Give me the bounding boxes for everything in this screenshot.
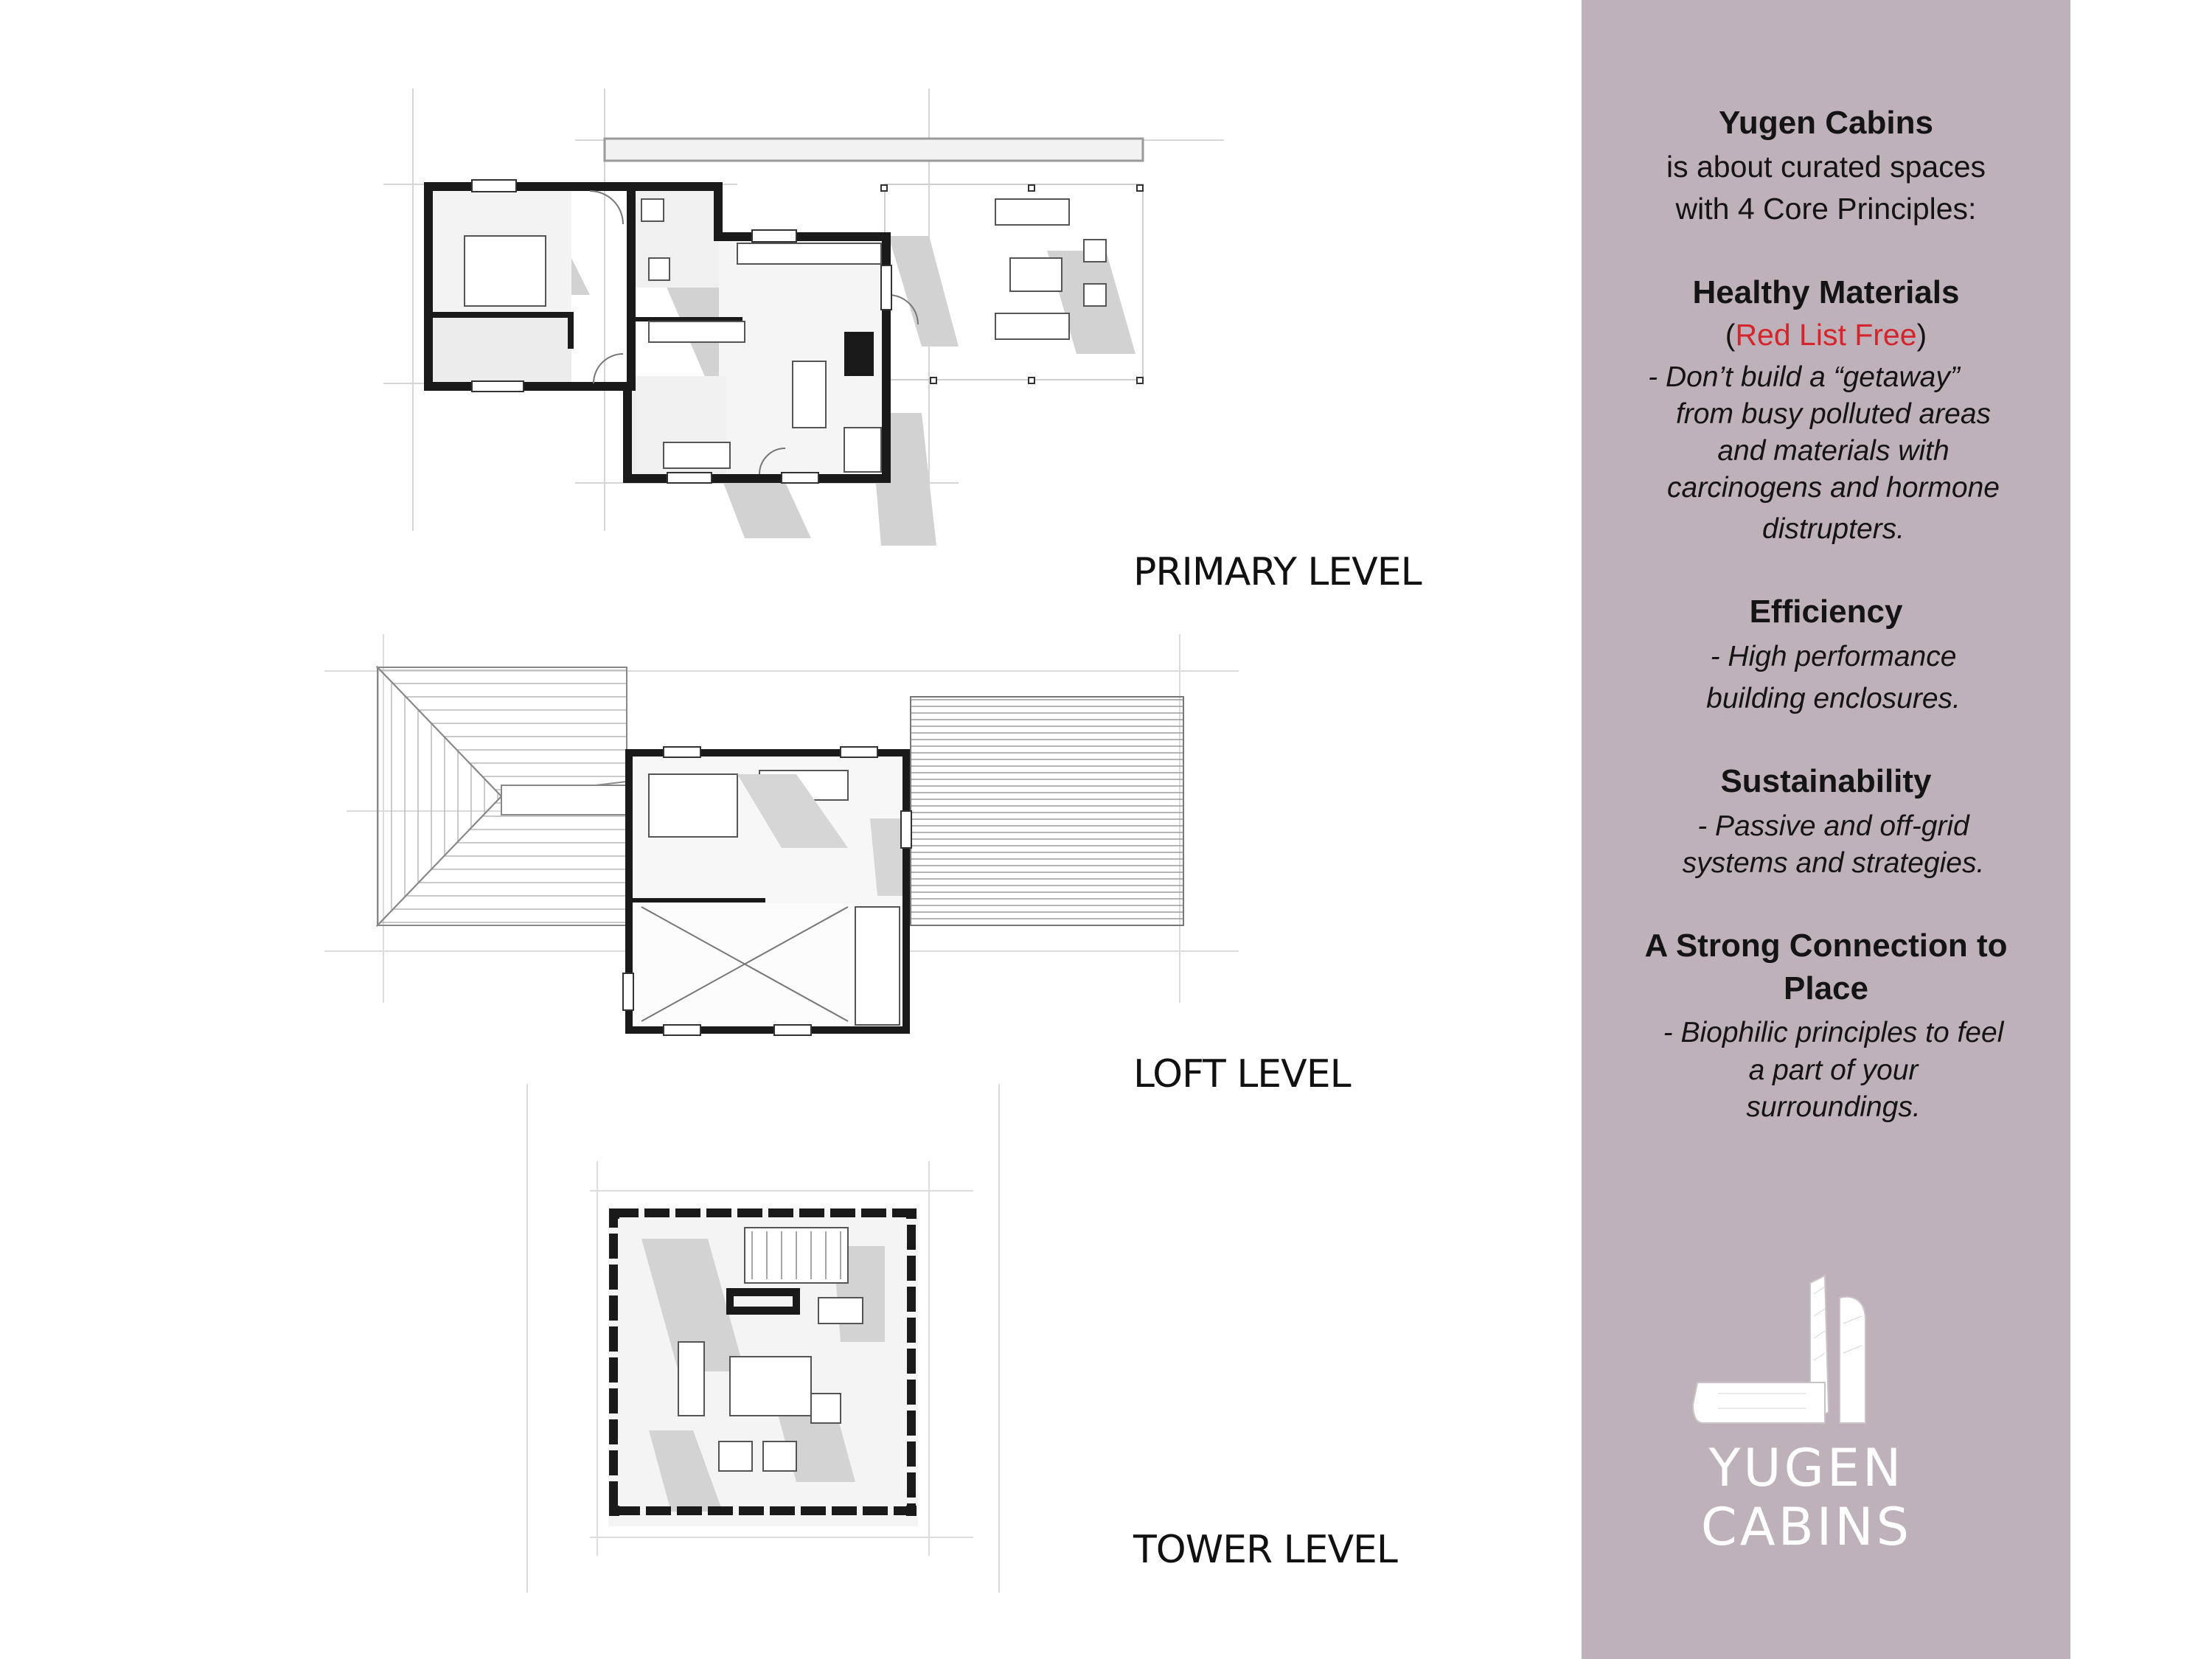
panel-intro-line-2: with 4 Core Principles: (1675, 192, 1977, 226)
principle-text-line: carcinogens and hormone (1667, 472, 2000, 504)
principle-text-line: - High performance (1710, 641, 1957, 672)
principle-text-line: systems and strategies. (1682, 847, 1985, 879)
principle-heading-efficiency: Efficiency (1749, 594, 1903, 630)
principle-text-line: - Biophilic principles to feel (1663, 1017, 2004, 1048)
principle-heading-connection-line-2: Place (1784, 970, 1868, 1006)
principle-text-line: - Passive and off-grid (1697, 810, 1969, 842)
tower-level-plan (527, 1084, 999, 1593)
red-list-free-line (1582, 318, 2070, 352)
paren-close: ) (1916, 318, 1927, 352)
panel-title: Yugen Cabins (1719, 105, 1933, 141)
paren-open: ( (1725, 318, 1736, 352)
principle-heading-healthy-materials: Healthy Materials (1692, 274, 1960, 310)
logo-mark-right (1840, 1297, 1865, 1423)
primary-level-label: PRIMARY LEVEL (1133, 550, 1422, 594)
primary-level-plan (383, 88, 1224, 546)
principle-text-line: a part of your (1748, 1054, 1919, 1086)
yugen-cabins-logo (1688, 1265, 1924, 1559)
panel-intro-line-1: is about curated spaces (1666, 150, 1986, 184)
logo-mark-base (1693, 1382, 1825, 1423)
principle-text-line: building enclosures. (1706, 683, 1961, 714)
tower-level-label: TOWER LEVEL (1133, 1528, 1397, 1572)
principle-text-line: and materials with (1717, 435, 1950, 467)
principle-heading-sustainability: Sustainability (1720, 763, 1932, 799)
logo-text-line-1: YUGEN (1708, 1438, 1905, 1498)
principle-text-line: - Don’t build a “getaway” (1648, 361, 1960, 393)
principle-heading-connection-line-1: A Strong Connection to (1644, 928, 2008, 964)
principle-text-line: from busy polluted areas (1675, 398, 1992, 430)
loft-level-plan (324, 634, 1239, 1035)
principle-text-line: surroundings. (1746, 1091, 1921, 1123)
loft-level-label: LOFT LEVEL (1133, 1052, 1351, 1096)
principle-text-line: distrupters. (1762, 513, 1905, 545)
logo-text-line-2: CABINS (1700, 1497, 1913, 1557)
red-list-free-text: Red List Free (1735, 318, 1917, 352)
